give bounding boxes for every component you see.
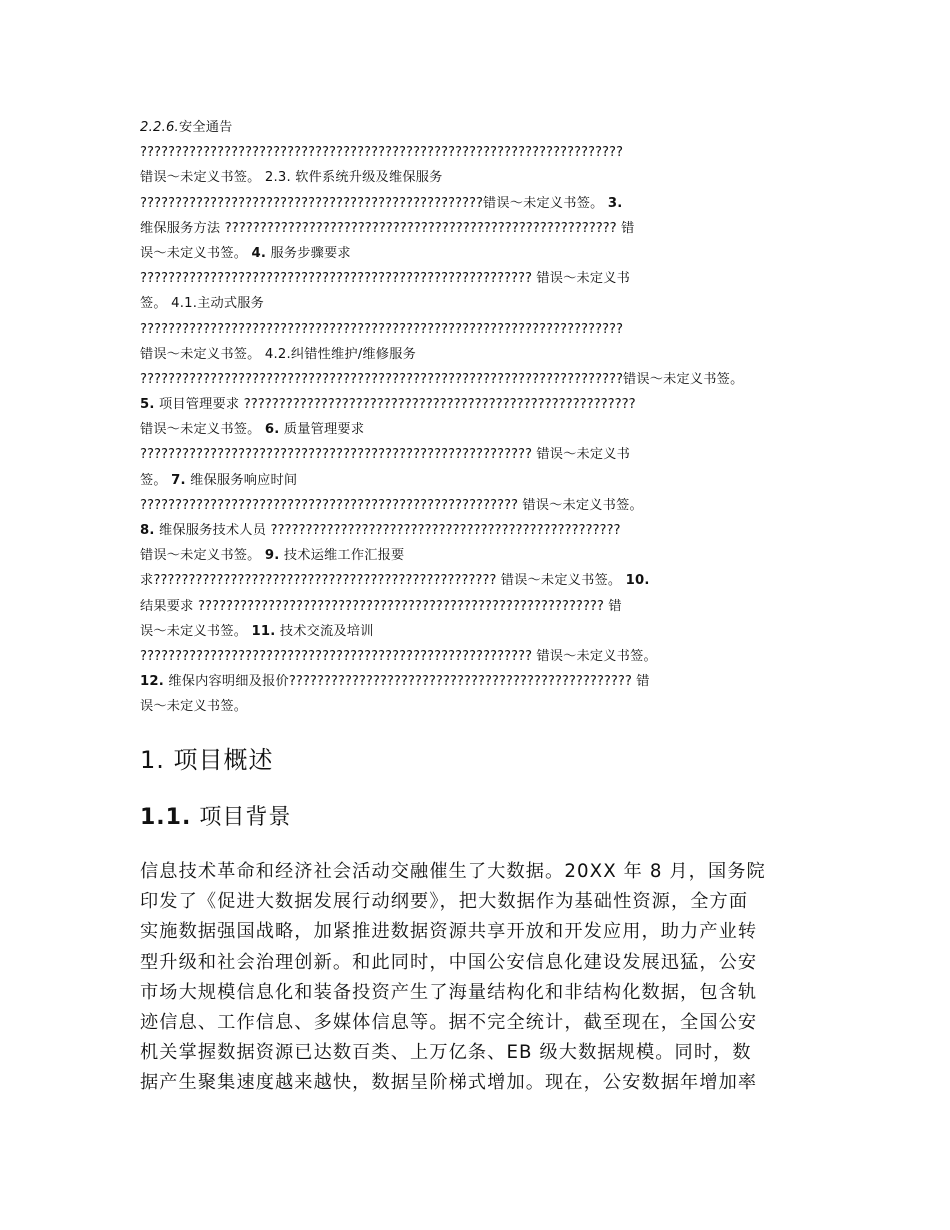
toc-text: 错误～未定义书签。 — [517, 497, 643, 513]
toc-text: 维保服务方法 — [140, 220, 225, 236]
toc-line — [140, 543, 820, 568]
toc-text: ????????????????????????????????????????????????? — [288, 674, 632, 690]
table-of-contents — [140, 115, 820, 720]
toc-line — [140, 165, 820, 190]
toc-text: 错误～未定义书 — [531, 447, 631, 463]
toc-text: 误～未定义书签。 — [140, 699, 248, 715]
toc-text: ?????????????????????????????????????????????????????????? — [197, 598, 604, 614]
toc-text: 服务步骤要求 — [266, 245, 351, 261]
toc-line — [140, 694, 820, 719]
toc-text: 错误～未定义书签。 4.2.纠错性维护/维修服务 — [140, 346, 416, 362]
heading-project-background — [140, 800, 291, 836]
toc-text: ???????????????????????????????????????????????????????? — [140, 271, 532, 287]
body-line: 迹信息、工作信息、多媒体信息等。据不完全统计，截至现在，全国公安 — [140, 1011, 758, 1033]
toc-text: ????????????????????????????????????????????????? — [153, 573, 497, 589]
toc-text: 6. — [264, 422, 280, 438]
body-line: 实施数据强国战略，加紧推进数据资源共享开放和开发应用，助力产业转 — [140, 921, 758, 943]
heading-number: 1.1. — [140, 805, 192, 830]
toc-text: ????????????????????????????????????????????????? — [140, 195, 483, 211]
toc-line — [140, 669, 820, 694]
toc-text: 错 — [616, 220, 635, 236]
toc-text: 质量管理要求 — [279, 422, 365, 438]
toc-line — [140, 140, 820, 165]
toc-text: ???????????????????????????????????????????????????????? — [224, 220, 617, 236]
toc-text: ?????????????????????????????????????????????????? — [270, 523, 621, 538]
toc-text: ?????????????????????????????????????????????????????? — [140, 497, 518, 513]
toc-line — [140, 417, 820, 442]
toc-text: 错 — [603, 598, 622, 614]
toc-line — [140, 568, 820, 593]
toc-text: 技术运维工作汇报要 — [279, 548, 405, 564]
toc-text: 11. — [251, 623, 276, 639]
toc-text: 错误～未定义书签。 — [140, 422, 265, 438]
toc-line — [140, 342, 820, 367]
body-paragraph — [140, 857, 820, 1099]
toc-text: ???????????????????????????????????????????????????????? — [140, 648, 532, 664]
toc-line — [140, 191, 820, 216]
body-line: 机关掌握数据资源已达数百类、上万亿条、EB 级大数据规模。同时，数 — [140, 1042, 752, 1064]
toc-line — [140, 115, 820, 140]
body-line: 型升级和社会治理创新。和此同时，中国公安信息化建设发展迅猛，公安 — [140, 951, 758, 973]
toc-text: 8. — [140, 523, 155, 538]
toc-text: 4. — [251, 245, 267, 261]
body-line: 信息技术革命和经济社会活动交融催生了大数据。20XX 年 8 月，国务院 — [140, 861, 766, 882]
toc-text: 7. — [171, 472, 186, 488]
toc-text: 错误～未定义书签。 — [482, 195, 608, 211]
toc-text: 3. — [607, 195, 623, 211]
toc-text: 错误～未定义书签。 — [496, 573, 626, 589]
heading-text: 项目背景 — [191, 805, 292, 830]
body-line: 据产生聚集速度越来越快，数据呈阶梯式增加。现在，公安数据年增加率 — [140, 1072, 758, 1094]
toc-text: 项目管理要求 — [154, 397, 244, 413]
toc-line — [140, 291, 820, 316]
toc-line — [140, 216, 820, 241]
toc-text: 签。 — [140, 472, 172, 488]
toc-line — [140, 493, 820, 518]
toc-text: 10. — [625, 573, 650, 589]
toc-line — [140, 367, 820, 392]
heading-project-overview: 1. 项目概述 — [140, 746, 274, 774]
toc-text: 错误～未定义书签。 — [622, 371, 744, 387]
toc-text: 安全通告 — [178, 120, 233, 135]
toc-text: ????????????????????????????????????????????????????????????????????? — [140, 371, 623, 387]
toc-text: 错误～未定义书 — [531, 271, 631, 287]
toc-text: 维保服务响应时间 — [185, 472, 298, 488]
toc-line — [140, 266, 820, 291]
toc-line — [140, 317, 820, 342]
toc-text: 维保内容明细及报价 — [163, 674, 289, 690]
toc-text: ????????????????????????????????????????????????????????????????????? — [140, 321, 623, 337]
toc-line — [140, 594, 820, 619]
toc-text: 12. — [140, 674, 164, 690]
toc-line — [140, 392, 820, 417]
toc-text: 误～未定义书签。 — [140, 623, 252, 639]
toc-text: 2.2.6. — [140, 120, 179, 135]
toc-text: 5. — [140, 397, 155, 413]
toc-text: 错误～未定义书签。 — [531, 648, 657, 664]
toc-text: 技术交流及培训 — [275, 623, 374, 639]
toc-text: 错误～未定义书签。 2.3. 软件系统升级及维保服务 — [140, 170, 443, 186]
toc-text: 9. — [264, 548, 280, 564]
toc-line — [140, 644, 820, 669]
body-line: 市场大规模信息化和装备投资产生了海量结构化和非结构化数据，包含轨 — [140, 981, 758, 1003]
toc-text: 求 — [140, 573, 154, 589]
toc-text: 维保服务技术人员 — [154, 523, 271, 538]
toc-text: ???????????????????????????????????????????????????????? — [140, 447, 532, 463]
toc-text: 错 — [631, 674, 650, 690]
toc-line — [140, 518, 820, 543]
toc-line — [140, 619, 820, 644]
toc-text: 误～未定义书签。 — [140, 245, 252, 261]
toc-text: ???????????????????????????????????????????????????????? — [243, 397, 636, 413]
toc-text: 错误～未定义书签。 — [140, 548, 265, 564]
toc-text: ????????????????????????????????????????????????????????????????????? — [140, 145, 623, 161]
toc-line — [140, 442, 820, 467]
toc-line — [140, 468, 820, 493]
toc-line — [140, 241, 820, 266]
body-line: 印发了《促进大数据发展行动纲要》，把大数据作为基础性资源，全方面 — [140, 891, 749, 913]
toc-text: 结果要求 — [140, 598, 198, 614]
toc-text: 签。 4.1.主动式服务 — [140, 296, 265, 312]
